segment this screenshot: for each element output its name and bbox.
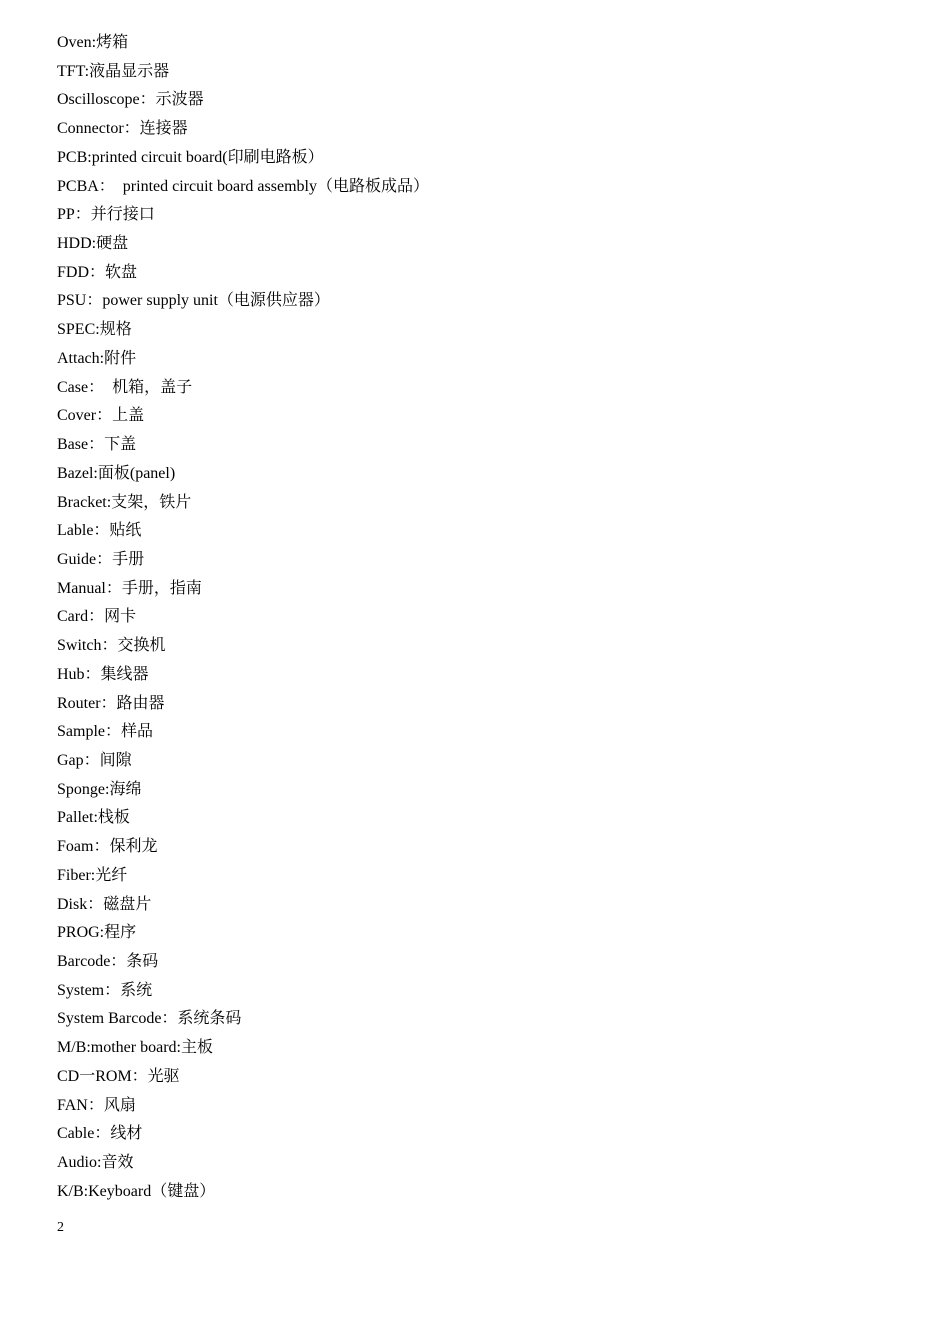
glossary-entry: Oven:烤箱: [57, 34, 129, 51]
page-number: 2: [57, 1220, 64, 1235]
glossary-entry: PCBA： printed circuit board assembly（电路板成品）: [57, 177, 429, 195]
glossary-entry: System：系统: [57, 981, 153, 999]
glossary-entry: FAN：风扇: [57, 1096, 136, 1114]
glossary-entry: Guide：手册: [57, 550, 145, 568]
glossary-entry: Manual：手册，指南: [57, 579, 202, 597]
glossary-entry: Bracket:支架，铁片: [57, 493, 192, 511]
glossary-entry: Router：路由器: [57, 694, 165, 712]
glossary-entry: Lable：贴纸: [57, 522, 142, 540]
glossary-entry: Audio:音效: [57, 1154, 134, 1172]
glossary-entry: FDD：软盘: [57, 263, 138, 281]
glossary-entry: Cover：上盖: [57, 407, 145, 425]
glossary-entry: Hub：集线器: [57, 665, 149, 683]
glossary-entry: M/B:mother board:主板: [57, 1039, 213, 1057]
glossary-entry: SPEC:规格: [57, 321, 132, 339]
glossary-entry: Oscilloscope：示波器: [57, 91, 204, 109]
glossary-entry: Pallet:栈板: [57, 809, 130, 827]
glossary-entry: Foam：保利龙: [57, 838, 158, 856]
glossary-entry: Connector：连接器: [57, 120, 188, 138]
glossary-entry: PCB:printed circuit board(印刷电路板）: [57, 148, 324, 166]
glossary-entry: HDD:硬盘: [57, 235, 129, 253]
glossary-list: [57, 29, 429, 1206]
glossary-entry: K/B:Keyboard（键盘）: [57, 1182, 216, 1200]
glossary-entry: Attach:附件: [57, 349, 137, 367]
glossary-entry: Cable：线材: [57, 1125, 143, 1143]
glossary-entry: PROG:程序: [57, 924, 137, 942]
glossary-entry: TFT:液晶显示器: [57, 62, 170, 80]
glossary-entry: PSU：power supply unit（电源供应器）: [57, 292, 330, 310]
glossary-entry: Card：网卡: [57, 608, 137, 626]
glossary-entry: Base：下盖: [57, 436, 137, 454]
glossary-entry: Sample：样品: [57, 723, 153, 741]
glossary-entry: Gap：间隙: [57, 751, 132, 769]
glossary-entry: Sponge:海绵: [57, 780, 142, 798]
glossary-entry: CD一ROM：光驱: [57, 1067, 180, 1085]
glossary-entry: PP：并行接口: [57, 206, 155, 224]
glossary-entry: Barcode：条码: [57, 953, 159, 970]
glossary-entry: Disk：磁盘片: [57, 895, 152, 913]
glossary-entry: Fiber:光纤: [57, 866, 128, 884]
glossary-entry: System Barcode：系统条码: [57, 1010, 242, 1028]
glossary-entry: Switch：交换机: [57, 637, 166, 655]
glossary-entry: Case： 机箱，盖子: [57, 378, 193, 396]
glossary-entry: Bazel:面板(panel): [57, 464, 176, 482]
